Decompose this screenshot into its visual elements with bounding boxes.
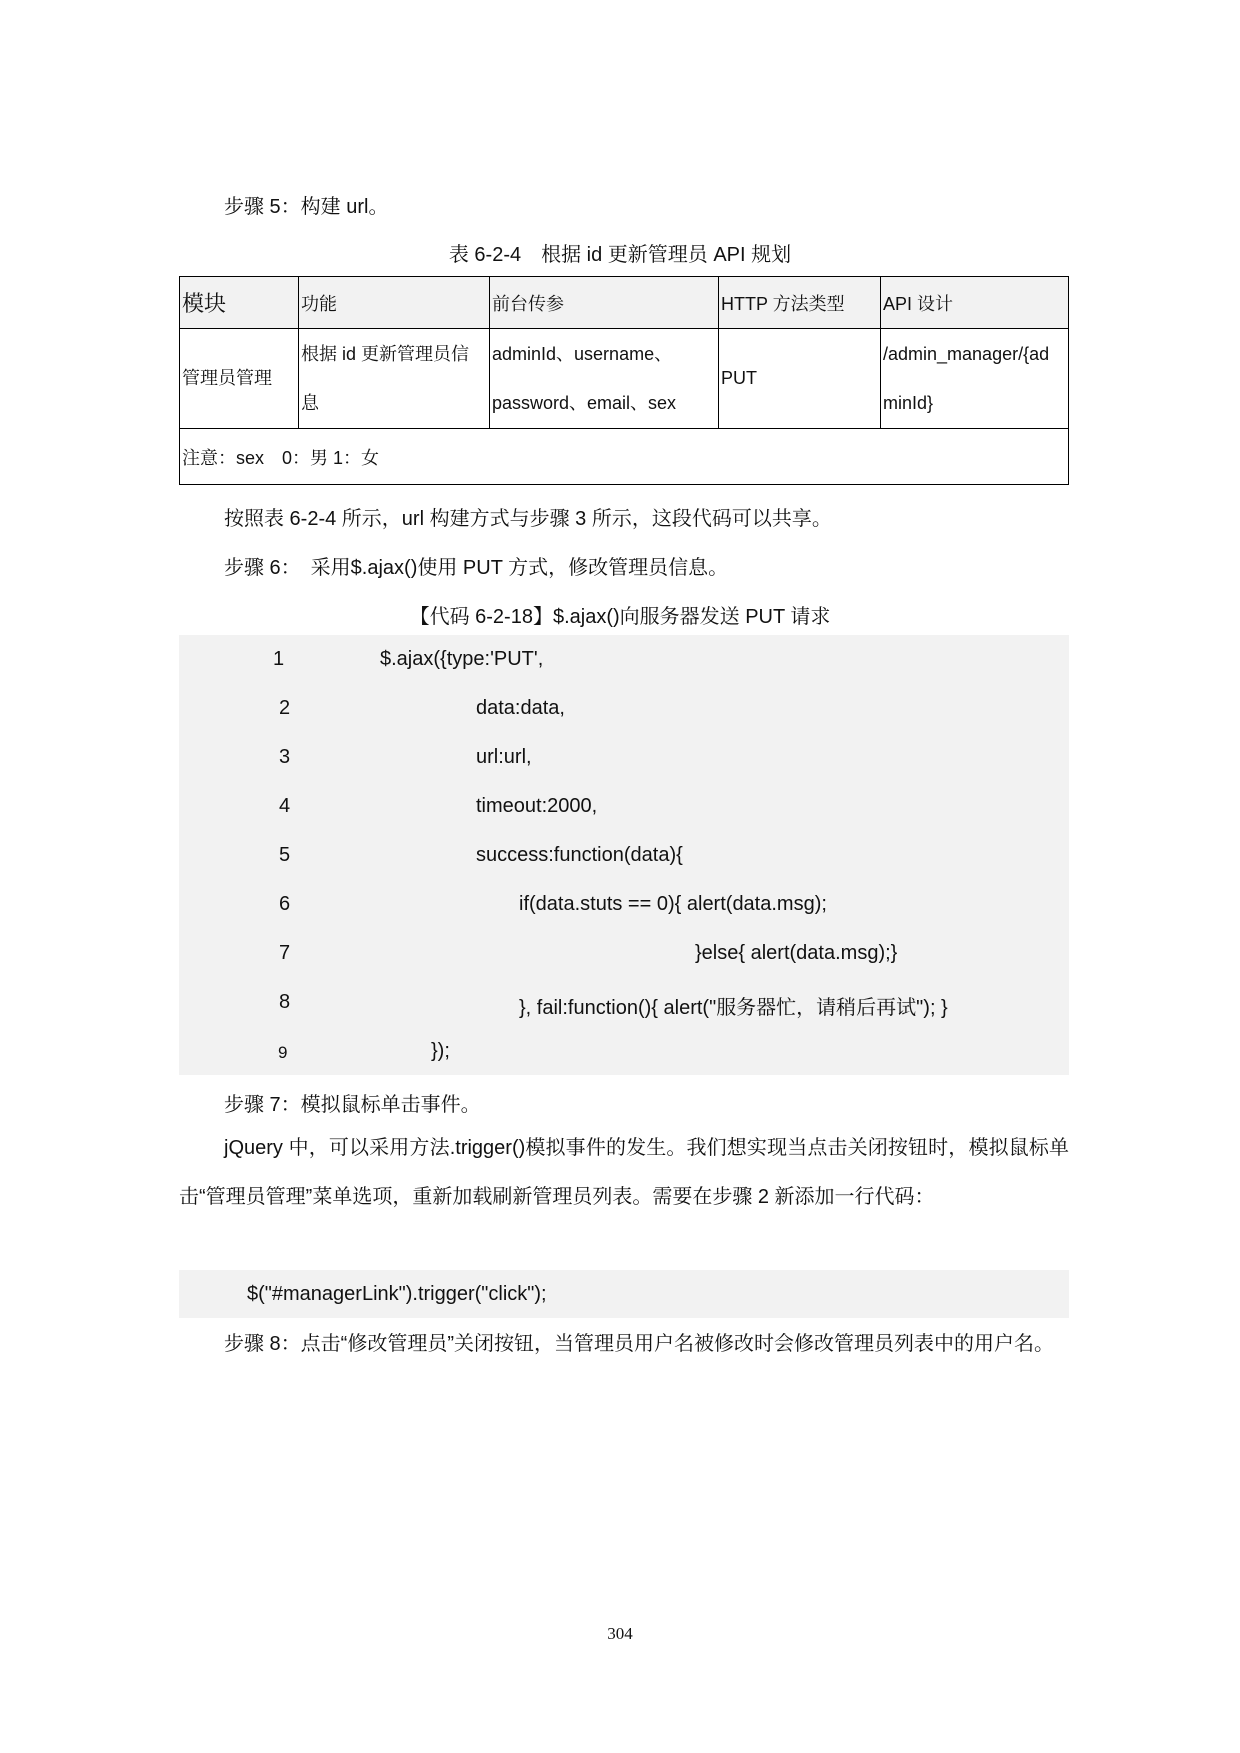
line-number: 6 [279,893,291,915]
code-snippet-line: $("#managerLink").trigger("click"); [247,1283,547,1305]
table-caption: 表 6-2-4 根据 id 更新管理员 API 规划 [448,244,792,266]
code-line: }, fail:function(){ alert("服务器忙，请稍后再试"); } [519,997,948,1019]
cell-params [490,329,719,429]
code-line: data:data, [476,697,565,719]
cell-params-line1: adminId、username、 [492,343,673,364]
code-line: $.ajax({type:'PUT', [380,648,544,670]
line-number: 1 [273,648,285,670]
code-line: timeout:2000, [476,795,598,817]
header-api: API 设计 [881,277,1069,329]
table-row [180,329,1069,429]
cell-params-line2: password、email、sex [492,392,677,413]
line-number: 5 [279,844,291,866]
line-number: 7 [279,942,291,964]
para-table-note: 按照表 6-2-4 所示，url 构建方式与步骤 3 所示，这段代码可以共享。 [224,508,832,530]
line-number: 3 [279,746,291,768]
code-line: if(data.stuts == 0){ alert(data.msg); [519,893,827,915]
line-number: 8 [279,991,291,1013]
cell-api [881,329,1069,429]
cell-api-line1: /admin_manager/{ad [883,343,1050,364]
cell-method: PUT [719,329,881,429]
code-line: url:url, [476,746,532,768]
code-line: }else{ alert(data.msg);} [695,942,898,964]
para-trigger: jQuery 中，可以采用方法.trigger()模拟事件的发生。我们想实现当点击关闭按钮时，模拟鼠标单击“管理员管理”菜单选项，重新加载刷新管理员列表。需要在步骤 2 新添加一行代码： [179,1137,1069,1208]
code-block [179,635,1069,1075]
cell-module: 管理员管理 [180,329,299,429]
cell-function [299,329,490,429]
line-number: 4 [279,795,291,817]
table-note-row [180,429,1069,485]
code-line: }); [431,1040,450,1062]
api-table [179,276,1069,485]
code-line: success:function(data){ [476,844,683,866]
cell-function-line2: 息 [301,392,319,413]
step6-text: 步骤 6： 采用$.ajax()使用 PUT 方式，修改管理员信息。 [224,557,729,579]
header-module: 模块 [180,277,299,329]
step8-text: 步骤 8：点击“修改管理员”关闭按钮，当管理员用户名被修改时会修改管理员列表中的用户名。 [224,1333,1054,1355]
code-snippet [179,1270,1069,1318]
page-number: 304 [607,1624,633,1643]
header-method: HTTP 方法类型 [719,277,881,329]
step7-text: 步骤 7：模拟鼠标单击事件。 [224,1094,481,1116]
table-header-row [180,277,1069,329]
header-params: 前台传参 [490,277,719,329]
code-caption: 【代码 6-2-18】$.ajax()向服务器发送 PUT 请求 [409,606,831,628]
cell-api-line2: minId} [883,392,934,413]
header-function: 功能 [299,277,490,329]
line-number: 2 [279,697,291,719]
line-number: 9 [278,1043,288,1062]
cell-function-line1: 根据 id 更新管理员信 [301,343,470,364]
table-note: 注意：sex 0：男 1：女 [180,429,1069,485]
step5-text: 步骤 5：构建 url。 [224,196,389,218]
